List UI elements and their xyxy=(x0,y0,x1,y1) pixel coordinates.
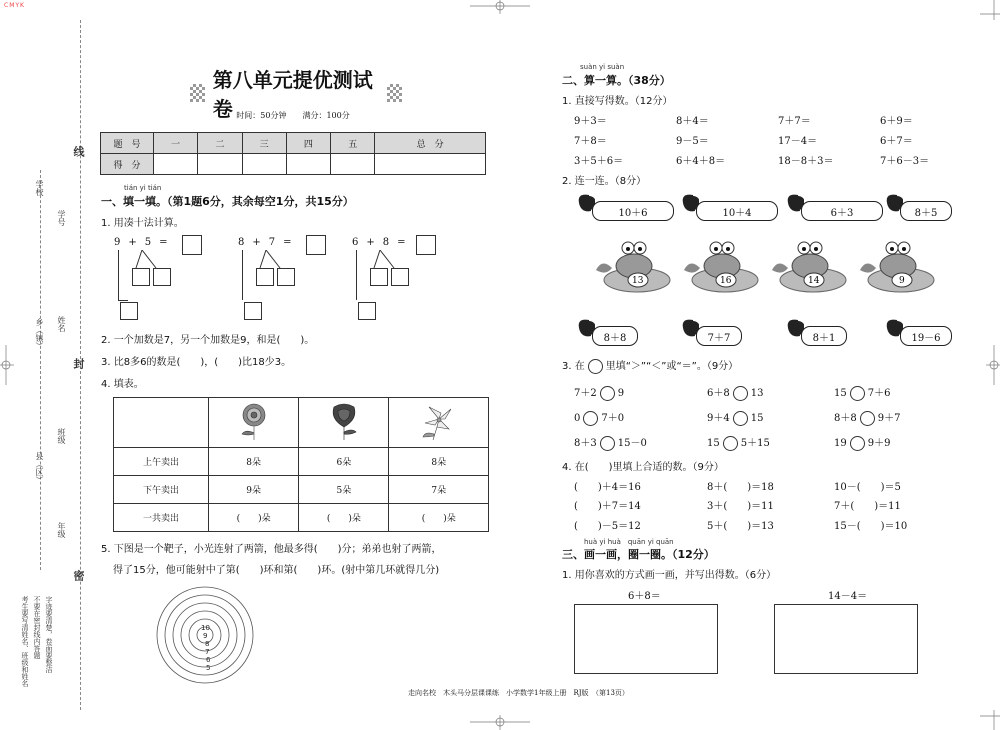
score-row-label: 得 分 xyxy=(101,154,154,175)
branch-line xyxy=(242,250,243,300)
s2-q2: 2. 连一连。（8分） xyxy=(562,176,647,187)
s3-heading: 三、画一画，圈一圈。（12分） xyxy=(562,548,715,561)
calc-item[interactable]: 7＋6－3＝ xyxy=(880,156,930,167)
ring-label: 6 xyxy=(206,656,211,664)
page-title: 第八单元提优测试卷 xyxy=(212,68,373,121)
crop-mark: CMYK xyxy=(4,2,25,9)
binding-notice-2: 不要在密封线内答题 xyxy=(33,596,41,659)
compare-item[interactable]: 0 7＋0 xyxy=(574,413,625,424)
frog-on-leaf-1[interactable] xyxy=(592,240,672,296)
binding-seal-line: 线 xyxy=(72,146,85,157)
calc-item[interactable]: 7＋7＝ xyxy=(778,116,811,127)
fill-item[interactable]: 10－( )＝5 xyxy=(834,482,901,493)
s1-heading: 一、填一填。（第1题6分，其余每空1分，共15分） xyxy=(101,195,354,208)
circle-symbol-icon xyxy=(588,359,603,374)
split-box[interactable] xyxy=(391,268,409,286)
score-header-total: 总 分 xyxy=(375,133,486,154)
s1-q3: 3. 比8多6的数是( )，( )比18少3。 xyxy=(101,357,292,368)
compare-item[interactable]: 8＋8 9＋7 xyxy=(834,413,901,424)
fill-item[interactable]: 15－( )＝10 xyxy=(834,521,908,532)
calc-item[interactable]: 18－8＋3＝ xyxy=(778,156,834,167)
calc-item[interactable]: 7＋8＝ xyxy=(574,136,607,147)
fill-item[interactable]: 8＋( )＝18 xyxy=(707,482,774,493)
pill-bottom-3[interactable]: 8＋1 xyxy=(801,326,847,346)
frog-number: 13 xyxy=(632,276,644,286)
row-label-afternoon: 下午卖出 xyxy=(114,476,209,504)
binding-grade: 年级 xyxy=(57,522,66,538)
s1-q5-line1: 5. 下图是一个靶子，小光连射了两箭，他最多得( )分；弟弟也射了两箭， xyxy=(101,544,442,555)
s1-q5-line2: 得了15分，他可能射中了第( )环和第( )环。(射中第几环就得几分) xyxy=(113,565,440,576)
score-cell[interactable] xyxy=(154,154,198,175)
fill-item[interactable]: ( )－5＝12 xyxy=(574,521,641,532)
answer-box[interactable] xyxy=(182,235,202,255)
calc-item[interactable]: 6＋4＋8＝ xyxy=(676,156,726,167)
table-answer-cell[interactable]: ( )朵 xyxy=(209,504,299,532)
ring-label: 5 xyxy=(206,664,211,672)
binding-seal-dense: 密 xyxy=(72,570,85,581)
binding-county: 县（区） xyxy=(35,452,44,484)
fill-item[interactable]: ( )＋4＝16 xyxy=(574,482,641,493)
lily-icon xyxy=(419,401,459,441)
ring-label: 10 xyxy=(201,624,210,632)
s2-q4: 4. 在( )里填上合适的数。（9分） xyxy=(562,462,724,473)
table-cell: 8朵 xyxy=(209,448,299,476)
table-corner xyxy=(114,398,209,448)
binding-notice-1: 考生要写清姓名、班级和姓名 xyxy=(21,596,29,687)
calc-item[interactable]: 6＋7＝ xyxy=(880,136,913,147)
score-table xyxy=(100,132,486,175)
score-cell[interactable] xyxy=(242,154,286,175)
binding-school: 学校 xyxy=(35,180,44,196)
split-box[interactable] xyxy=(256,268,274,286)
s3-q1: 1. 用你喜欢的方式画一画，并写出得数。（6分） xyxy=(562,570,777,581)
fill-item[interactable]: ( )＋7＝14 xyxy=(574,501,641,512)
score-header-label: 题 号 xyxy=(101,133,154,154)
pill-bottom-4[interactable]: 19－6 xyxy=(900,326,952,346)
table-answer-cell[interactable]: ( )朵 xyxy=(299,504,389,532)
binding-notice-3: 字迹要清楚，卷面要整洁 xyxy=(45,596,53,673)
binding-id: 学号 xyxy=(57,210,66,226)
compare-item[interactable]: 6＋8 13 xyxy=(707,388,764,399)
draw-label-2: 14－4＝ xyxy=(828,591,868,602)
row-label-total: 一共卖出 xyxy=(114,504,209,532)
sum-box[interactable] xyxy=(358,302,376,320)
compare-item[interactable]: 15 7＋6 xyxy=(834,388,891,399)
checker-decoration-right xyxy=(387,84,402,102)
s1-pinyin: tián yi tián xyxy=(124,184,162,192)
flower-sales-table xyxy=(113,397,489,532)
time-score-info: 时间：50分钟 满分：100分 xyxy=(236,111,350,120)
calc-item[interactable]: 17－4＝ xyxy=(778,136,818,147)
score-header-4: 四 xyxy=(286,133,330,154)
score-header-5: 五 xyxy=(331,133,375,154)
draw-label-1: 6＋8＝ xyxy=(628,591,661,602)
calc-item[interactable]: 9－5＝ xyxy=(676,136,709,147)
table-cell: 5朵 xyxy=(299,476,389,504)
pill-top-3[interactable]: 6＋3 xyxy=(801,201,883,221)
split-lines xyxy=(130,250,170,270)
pill-bottom-2[interactable]: 7＋7 xyxy=(696,326,742,346)
ring-label: 7 xyxy=(205,648,210,656)
branch-line xyxy=(356,250,357,300)
expr-1: 9+5= xyxy=(114,237,176,248)
branch-line xyxy=(118,300,128,301)
draw-area-1[interactable] xyxy=(574,604,718,674)
ring-label: 8 xyxy=(205,640,210,648)
frog-on-leaf-4[interactable] xyxy=(856,240,936,296)
s1-q2: 2. 一个加数是7，另一个加数是9，和是( )。 xyxy=(101,335,315,346)
chrysanthemum-icon xyxy=(236,401,272,441)
checker-decoration-left xyxy=(190,84,205,102)
branch-line xyxy=(118,250,119,300)
score-header-3: 三 xyxy=(242,133,286,154)
s2-pinyin: suàn yi suàn xyxy=(580,63,625,71)
score-cell[interactable] xyxy=(375,154,486,175)
compare-item[interactable]: 8＋3 15－0 xyxy=(574,438,647,449)
binding-line-2 xyxy=(40,170,41,570)
calc-item[interactable]: 9＋3＝ xyxy=(574,116,607,127)
s3-pinyin: huà yi huà quān yi quān xyxy=(584,538,674,546)
compare-item[interactable]: 7＋2 9 xyxy=(574,388,625,399)
split-box[interactable] xyxy=(370,268,388,286)
draw-area-2[interactable] xyxy=(774,604,918,674)
s2-heading: 二、算一算。（38分） xyxy=(562,74,671,87)
ring-label: 9 xyxy=(203,632,208,640)
table-cell: 9朵 xyxy=(209,476,299,504)
score-header-2: 二 xyxy=(198,133,242,154)
sum-box[interactable] xyxy=(120,302,138,320)
frog-number: 9 xyxy=(899,276,905,286)
fill-item[interactable]: 7＋( )＝11 xyxy=(834,501,901,512)
compare-item[interactable]: 15 5＋15 xyxy=(707,438,770,449)
pill-top-4[interactable]: 8＋5 xyxy=(900,201,952,221)
fill-item[interactable]: 5＋( )＝13 xyxy=(707,521,774,532)
chrysanthemum-image xyxy=(209,398,299,448)
split-box[interactable] xyxy=(132,268,150,286)
binding-town: 乡（镇） xyxy=(35,318,44,350)
table-cell: 6朵 xyxy=(299,448,389,476)
score-header-1: 一 xyxy=(154,133,198,154)
compare-item[interactable]: 9＋4 15 xyxy=(707,413,764,424)
frog-on-leaf-2[interactable] xyxy=(680,240,760,296)
split-lines xyxy=(368,250,408,270)
frog-number: 16 xyxy=(720,276,732,286)
frog-on-leaf-3[interactable] xyxy=(768,240,848,296)
expr-3: 6+8= xyxy=(352,237,414,248)
table-answer-cell[interactable]: ( )朵 xyxy=(389,504,489,532)
table-cell: 7朵 xyxy=(389,476,489,504)
answer-box[interactable] xyxy=(306,235,326,255)
score-cell[interactable] xyxy=(286,154,330,175)
score-cell[interactable] xyxy=(331,154,375,175)
s1-q4: 4. 填表。 xyxy=(101,379,144,390)
rose-icon xyxy=(326,401,362,441)
pill-bottom-1[interactable]: 8＋8 xyxy=(592,326,638,346)
split-box[interactable] xyxy=(277,268,295,286)
calc-item[interactable]: 8＋4＝ xyxy=(676,116,709,127)
expr-2: 8+7= xyxy=(238,237,300,248)
page-footer: 走向名校 木头马分层课课练 小学数学1年级上册 RJ版 （第13页） xyxy=(408,689,629,697)
s2-q1: 1. 直接写得数。（12分） xyxy=(562,96,673,107)
pill-top-2[interactable]: 10＋4 xyxy=(696,201,778,221)
calc-item[interactable]: 3＋5＋6＝ xyxy=(574,156,624,167)
binding-seal-seal: 封 xyxy=(72,358,85,369)
binding-class: 班级 xyxy=(57,428,66,444)
binding-name: 姓名 xyxy=(57,316,66,332)
answer-box[interactable] xyxy=(416,235,436,255)
lily-image xyxy=(389,398,489,448)
table-cell: 8朵 xyxy=(389,448,489,476)
sum-box[interactable] xyxy=(244,302,262,320)
row-label-morning: 上午卖出 xyxy=(114,448,209,476)
s1-q1: 1. 用凑十法计算。 xyxy=(101,218,184,229)
calc-item[interactable]: 6＋9＝ xyxy=(880,116,913,127)
pill-top-1[interactable]: 10＋6 xyxy=(592,201,674,221)
split-lines xyxy=(254,250,294,270)
fill-item[interactable]: 3＋( )＝11 xyxy=(707,501,774,512)
rose-image xyxy=(299,398,389,448)
score-cell[interactable] xyxy=(198,154,242,175)
compare-item[interactable]: 19 9＋9 xyxy=(834,438,891,449)
frog-number: 14 xyxy=(808,276,820,286)
target-diagram xyxy=(155,585,255,685)
s2-q3: 3. 在 里填“＞”“＜”或“＝”。（9分） xyxy=(562,357,738,374)
split-box[interactable] xyxy=(153,268,171,286)
